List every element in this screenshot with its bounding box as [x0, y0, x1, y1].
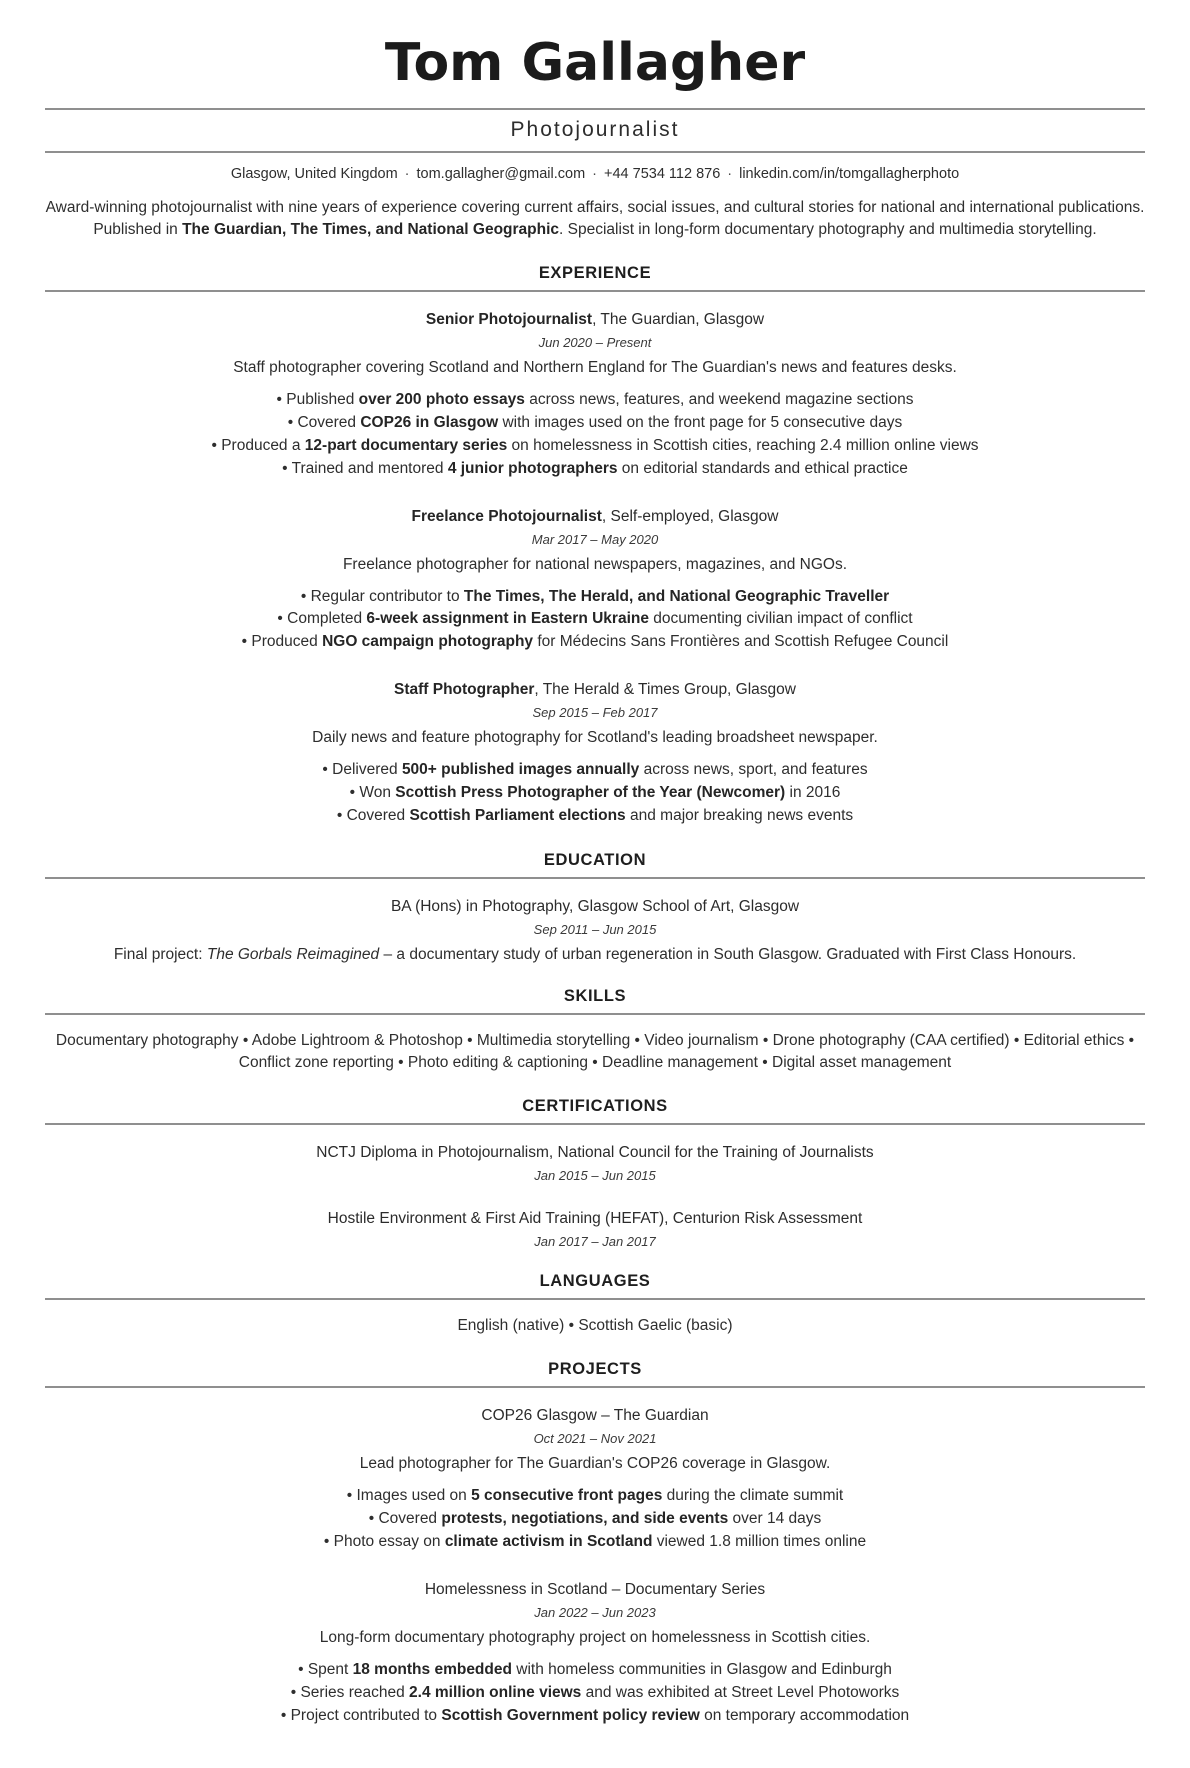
entry-description: Final project: The Gorbals Reimagined – a documentary study of urban regeneration in South Glasgow. Graduated with First Class Honours. — [113, 946, 1077, 964]
bullet-item: • Covered Scottish Parliament elections and major breaking news events — [336, 807, 854, 825]
bullet-item: • Won Scottish Press Photographer of the Year (Newcomer) in 2016 — [349, 784, 841, 802]
skills-text: Documentary photography • Adobe Lightroom & Photoshop • Multimedia storytelling • Video journalism • Drone photography (CAA certified) • Editorial ethics • Conflict zone reporting • Photo editing & captioning • Deadline management • Digital asset management — [55, 1032, 1135, 1072]
entry-dates: Jan 2017 – Jan 2017 — [534, 1234, 656, 1250]
entry-dates: Sep 2011 – Jun 2015 — [533, 922, 657, 938]
section-heading-projects: PROJECTS — [45, 1360, 1145, 1388]
languages-text: English (native) • Scottish Gaelic (basic) — [457, 1317, 733, 1335]
entry-title: Freelance Photojournalist, Self-employed, Glasgow — [411, 507, 779, 525]
section-skills — [45, 987, 1145, 1074]
entry-title: Staff Photographer, The Herald & Times Group, Glasgow — [394, 681, 796, 699]
bullet-list — [45, 586, 1145, 655]
candidate-name: Tom Gallagher — [384, 33, 806, 93]
summary-text: Award-winning photojournalist with nine years of experience covering current affairs, social issues, and cultural stories for national and international publications. Published in The Guardian, The Times, and National Geographic. Specialist in long-form documentary photography and multimedia storytelling. — [45, 198, 1145, 238]
bullet-item: • Covered COP26 in Glasgow with images used on the front page for 5 consecutive days — [287, 413, 903, 431]
section-education — [45, 851, 1145, 964]
contact-separator: · — [592, 165, 598, 182]
contact-linkedin[interactable]: linkedin.com/in/tomgallagherphoto — [739, 165, 960, 182]
education-entry — [45, 898, 1145, 964]
entry-description: Daily news and feature photography for Scotland's leading broadsheet newspaper. — [312, 729, 878, 747]
bullet-item: • Delivered 500+ published images annually across news, sport, and features — [322, 761, 868, 779]
entry-dates: Jan 2022 – Jun 2023 — [534, 1604, 656, 1620]
entry-dates: Mar 2017 – May 2020 — [531, 531, 659, 547]
bullet-list — [45, 759, 1145, 828]
entry-description: Freelance photographer for national newspapers, magazines, and NGOs. — [342, 555, 848, 573]
experience-entry — [45, 681, 1145, 828]
contact-separator: · — [404, 165, 410, 182]
contact-phone: +44 7534 112 876 — [604, 165, 721, 182]
entry-title: COP26 Glasgow – The Guardian — [481, 1407, 709, 1425]
bullet-item: • Published over 200 photo essays across news, features, and weekend magazine sections — [276, 390, 914, 408]
entry-title: BA (Hons) in Photography, Glasgow School of Art, Glasgow — [390, 898, 800, 916]
bullet-item: • Photo essay on climate activism in Scotland viewed 1.8 million times online — [323, 1533, 867, 1551]
bullet-item: • Trained and mentored 4 junior photographers on editorial standards and ethical practice — [282, 459, 908, 477]
section-heading-experience: EXPERIENCE — [45, 264, 1145, 292]
project-entry — [45, 1581, 1145, 1728]
bullet-item: • Completed 6-week assignment in Eastern Ukraine documenting civilian impact of conflict — [277, 610, 913, 628]
bullet-item: • Produced a 12-part documentary series on homelessness in Scottish cities, reaching 2.4 million online views — [211, 436, 979, 454]
contact-separator: · — [727, 165, 733, 182]
bullet-item: • Regular contributor to The Times, The Herald, and National Geographic Traveller — [300, 587, 890, 605]
bullet-list — [45, 1659, 1145, 1728]
entry-dates: Sep 2015 – Feb 2017 — [532, 705, 658, 721]
entry-title: Homelessness in Scotland – Documentary Series — [424, 1580, 766, 1598]
certification-entry — [45, 1210, 1145, 1249]
entry-description: Long-form documentary photography project on homelessness in Scottish cities. — [319, 1628, 871, 1646]
entry-title: Hostile Environment & First Aid Training (HEFAT), Centurion Risk Assessment — [327, 1210, 863, 1228]
experience-entry — [45, 508, 1145, 655]
bullet-item: • Produced NGO campaign photography for Médecins Sans Frontières and Scottish Refugee Council — [241, 633, 949, 651]
entry-dates: Jan 2015 – Jun 2015 — [534, 1168, 656, 1184]
bullet-item: • Spent 18 months embedded with homeless communities in Glasgow and Edinburgh — [298, 1660, 892, 1678]
section-certifications — [45, 1097, 1145, 1249]
entry-title: NCTJ Diploma in Photojournalism, National Council for the Training of Journalists — [316, 1144, 874, 1162]
entry-description: Staff photographer covering Scotland and Northern England for The Guardian's news and features desks. — [233, 358, 957, 376]
bullet-item: • Covered protests, negotiations, and side events over 14 days — [368, 1510, 822, 1528]
section-heading-certifications: CERTIFICATIONS — [45, 1097, 1145, 1125]
project-entry — [45, 1407, 1145, 1554]
entry-description: Lead photographer for The Guardian's COP26 coverage in Glasgow. — [359, 1455, 831, 1473]
section-heading-skills: SKILLS — [45, 987, 1145, 1015]
bullet-list — [45, 389, 1145, 481]
section-heading-education: EDUCATION — [45, 851, 1145, 879]
contact-line — [45, 166, 1145, 182]
section-heading-languages: LANGUAGES — [45, 1272, 1145, 1300]
contact-email[interactable]: tom.gallagher@gmail.com — [416, 165, 586, 182]
bullet-item: • Series reached 2.4 million online views and was exhibited at Street Level Photoworks — [290, 1683, 900, 1701]
contact-location: Glasgow, United Kingdom — [230, 165, 398, 182]
bullet-item: • Images used on 5 consecutive front pages during the climate summit — [346, 1487, 844, 1505]
entry-dates: Oct 2021 – Nov 2021 — [533, 1431, 657, 1447]
bullet-list — [45, 1485, 1145, 1554]
bullet-item: • Project contributed to Scottish Government policy review on temporary accommodation — [280, 1706, 910, 1724]
entry-dates: Jun 2020 – Present — [538, 334, 652, 350]
section-languages — [45, 1272, 1145, 1337]
entry-title: Senior Photojournalist, The Guardian, Glasgow — [425, 310, 765, 328]
experience-entry — [45, 311, 1145, 481]
section-experience — [45, 264, 1145, 828]
section-projects — [45, 1360, 1145, 1728]
certification-entry — [45, 1144, 1145, 1183]
job-title: Photojournalist — [510, 117, 680, 141]
header-divider-bottom — [45, 151, 1145, 153]
